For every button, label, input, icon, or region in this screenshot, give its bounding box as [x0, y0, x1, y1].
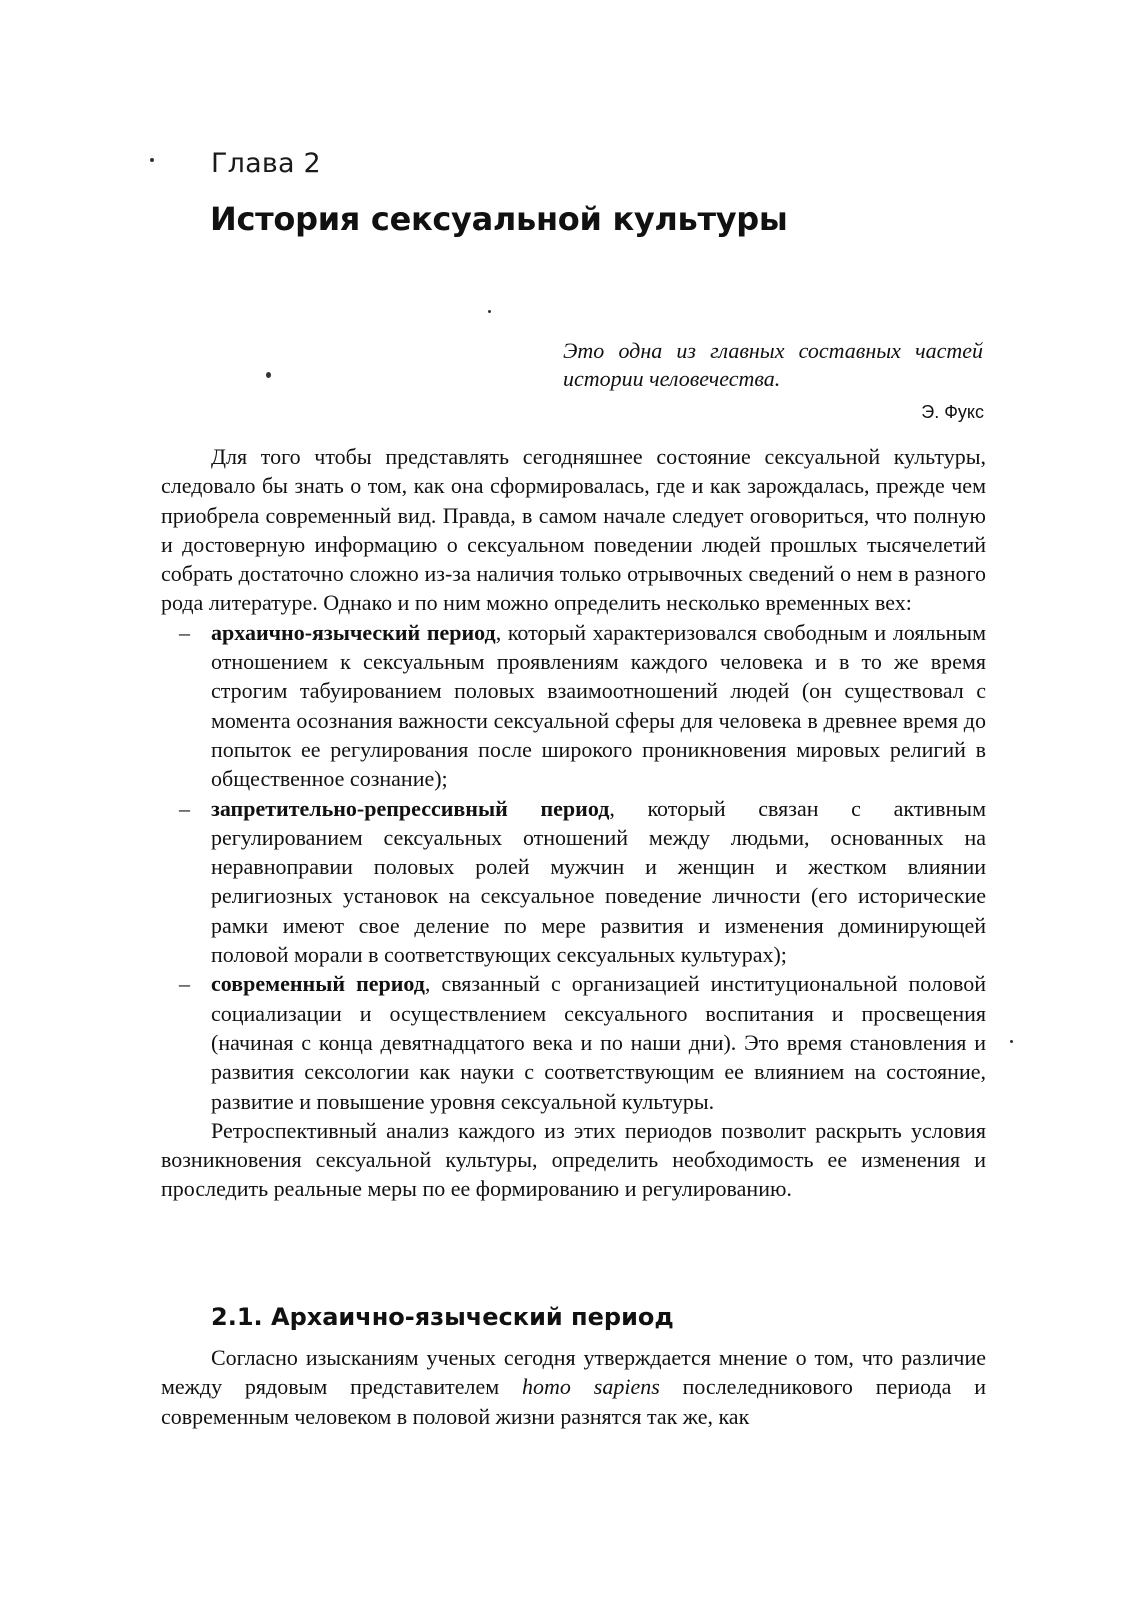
- list-item: [161, 618, 986, 794]
- scan-speck: [1010, 1040, 1013, 1043]
- list-item: [161, 794, 986, 970]
- period-description: , который характеризовался свободным и лояльным отношением к сексуальным проявлениям каждого человека и в то же время строгим табуированием половых взаимоотношений людей (он существовал с момента осознания важности сексуальной сферы для человека в древнее время до попыток ее регулирования после широкого проникновения мировых религий в общественное сознание);: [211, 619, 987, 792]
- chapter-title: История сексуальной культуры: [210, 200, 788, 238]
- scan-speck: [150, 158, 154, 162]
- section-text: [161, 1343, 986, 1431]
- chapter-label: Глава 2: [211, 148, 321, 179]
- latin-term: homo sapiens: [522, 1374, 660, 1400]
- retrospective-paragraph: Ретроспективный анализ каждого из этих периодов позволит раскрыть условия возникновения сексуальной культуры, определить необходимость ее изменения и проследить реальные меры по ее формированию и регулированию.: [161, 1117, 986, 1202]
- section-paragraph: [161, 1343, 986, 1431]
- period-description: , который связан с активным регулированием сексуальных отношений между людьми, основанных на неравноправии половых ролей мужчин и женщин и жестком влиянии религиозных установок на сексуальное поведение личности (его исторические рамки имеют свое деление по мере развития и изменения доминирующей половой морали в соответствующих сексуальных культурах);: [211, 795, 986, 968]
- period-description: , связанный с организацией институциональной половой социализации и осуществлением сексуального воспитания и просвещения (начиная с конца девятнадцатого века и по наши дни). Это время становления и развития сексологии как науки с соответствующим ее влиянием на состояние, развитие и повышение уровня сексуальной культуры.: [211, 971, 986, 1114]
- period-term: современный период: [211, 971, 425, 997]
- period-term: запретительно-репрессивный период: [211, 795, 610, 821]
- periods-list: [161, 618, 986, 1116]
- scan-speck: [488, 310, 491, 313]
- intro-paragraph: Для того чтобы представлять сегодняшнее состояние сексуальной культуры, следовало бы знать о том, как она сформировалась, где и как зарождалась, прежде чем приобрела современный вид. Правда, в самом начале следует оговориться, что полную и достоверную информацию о сексуальном поведении людей прошлых тысячелетий собрать достаточно сложно из-за наличия только отрывочных сведений о нем в разного рода литературе. Однако и по ним можно определить несколько временных вех:: [161, 444, 986, 616]
- list-dash: –: [179, 795, 190, 821]
- main-text: [161, 442, 986, 1204]
- epigraph-text: Это одна из главных составных частей истории человечества.: [563, 338, 983, 391]
- section-paragraph-start: Согласно изысканиям ученых сегодня утверждается мнение о том, что различие между рядовым представителем: [161, 1345, 986, 1400]
- section-heading: 2.1. Архаично-языческий период: [211, 1303, 674, 1331]
- list-item: [161, 969, 986, 1115]
- section-paragraph-end: послеледникового периода и современным человеком в половой жизни разнятся так же, как: [161, 1374, 987, 1429]
- scan-speck: [266, 372, 271, 378]
- list-dash: –: [179, 971, 190, 997]
- list-dash: –: [179, 619, 190, 645]
- period-term: архаично-языческий период: [211, 619, 496, 645]
- epigraph-author: Э. Фукс: [921, 402, 984, 422]
